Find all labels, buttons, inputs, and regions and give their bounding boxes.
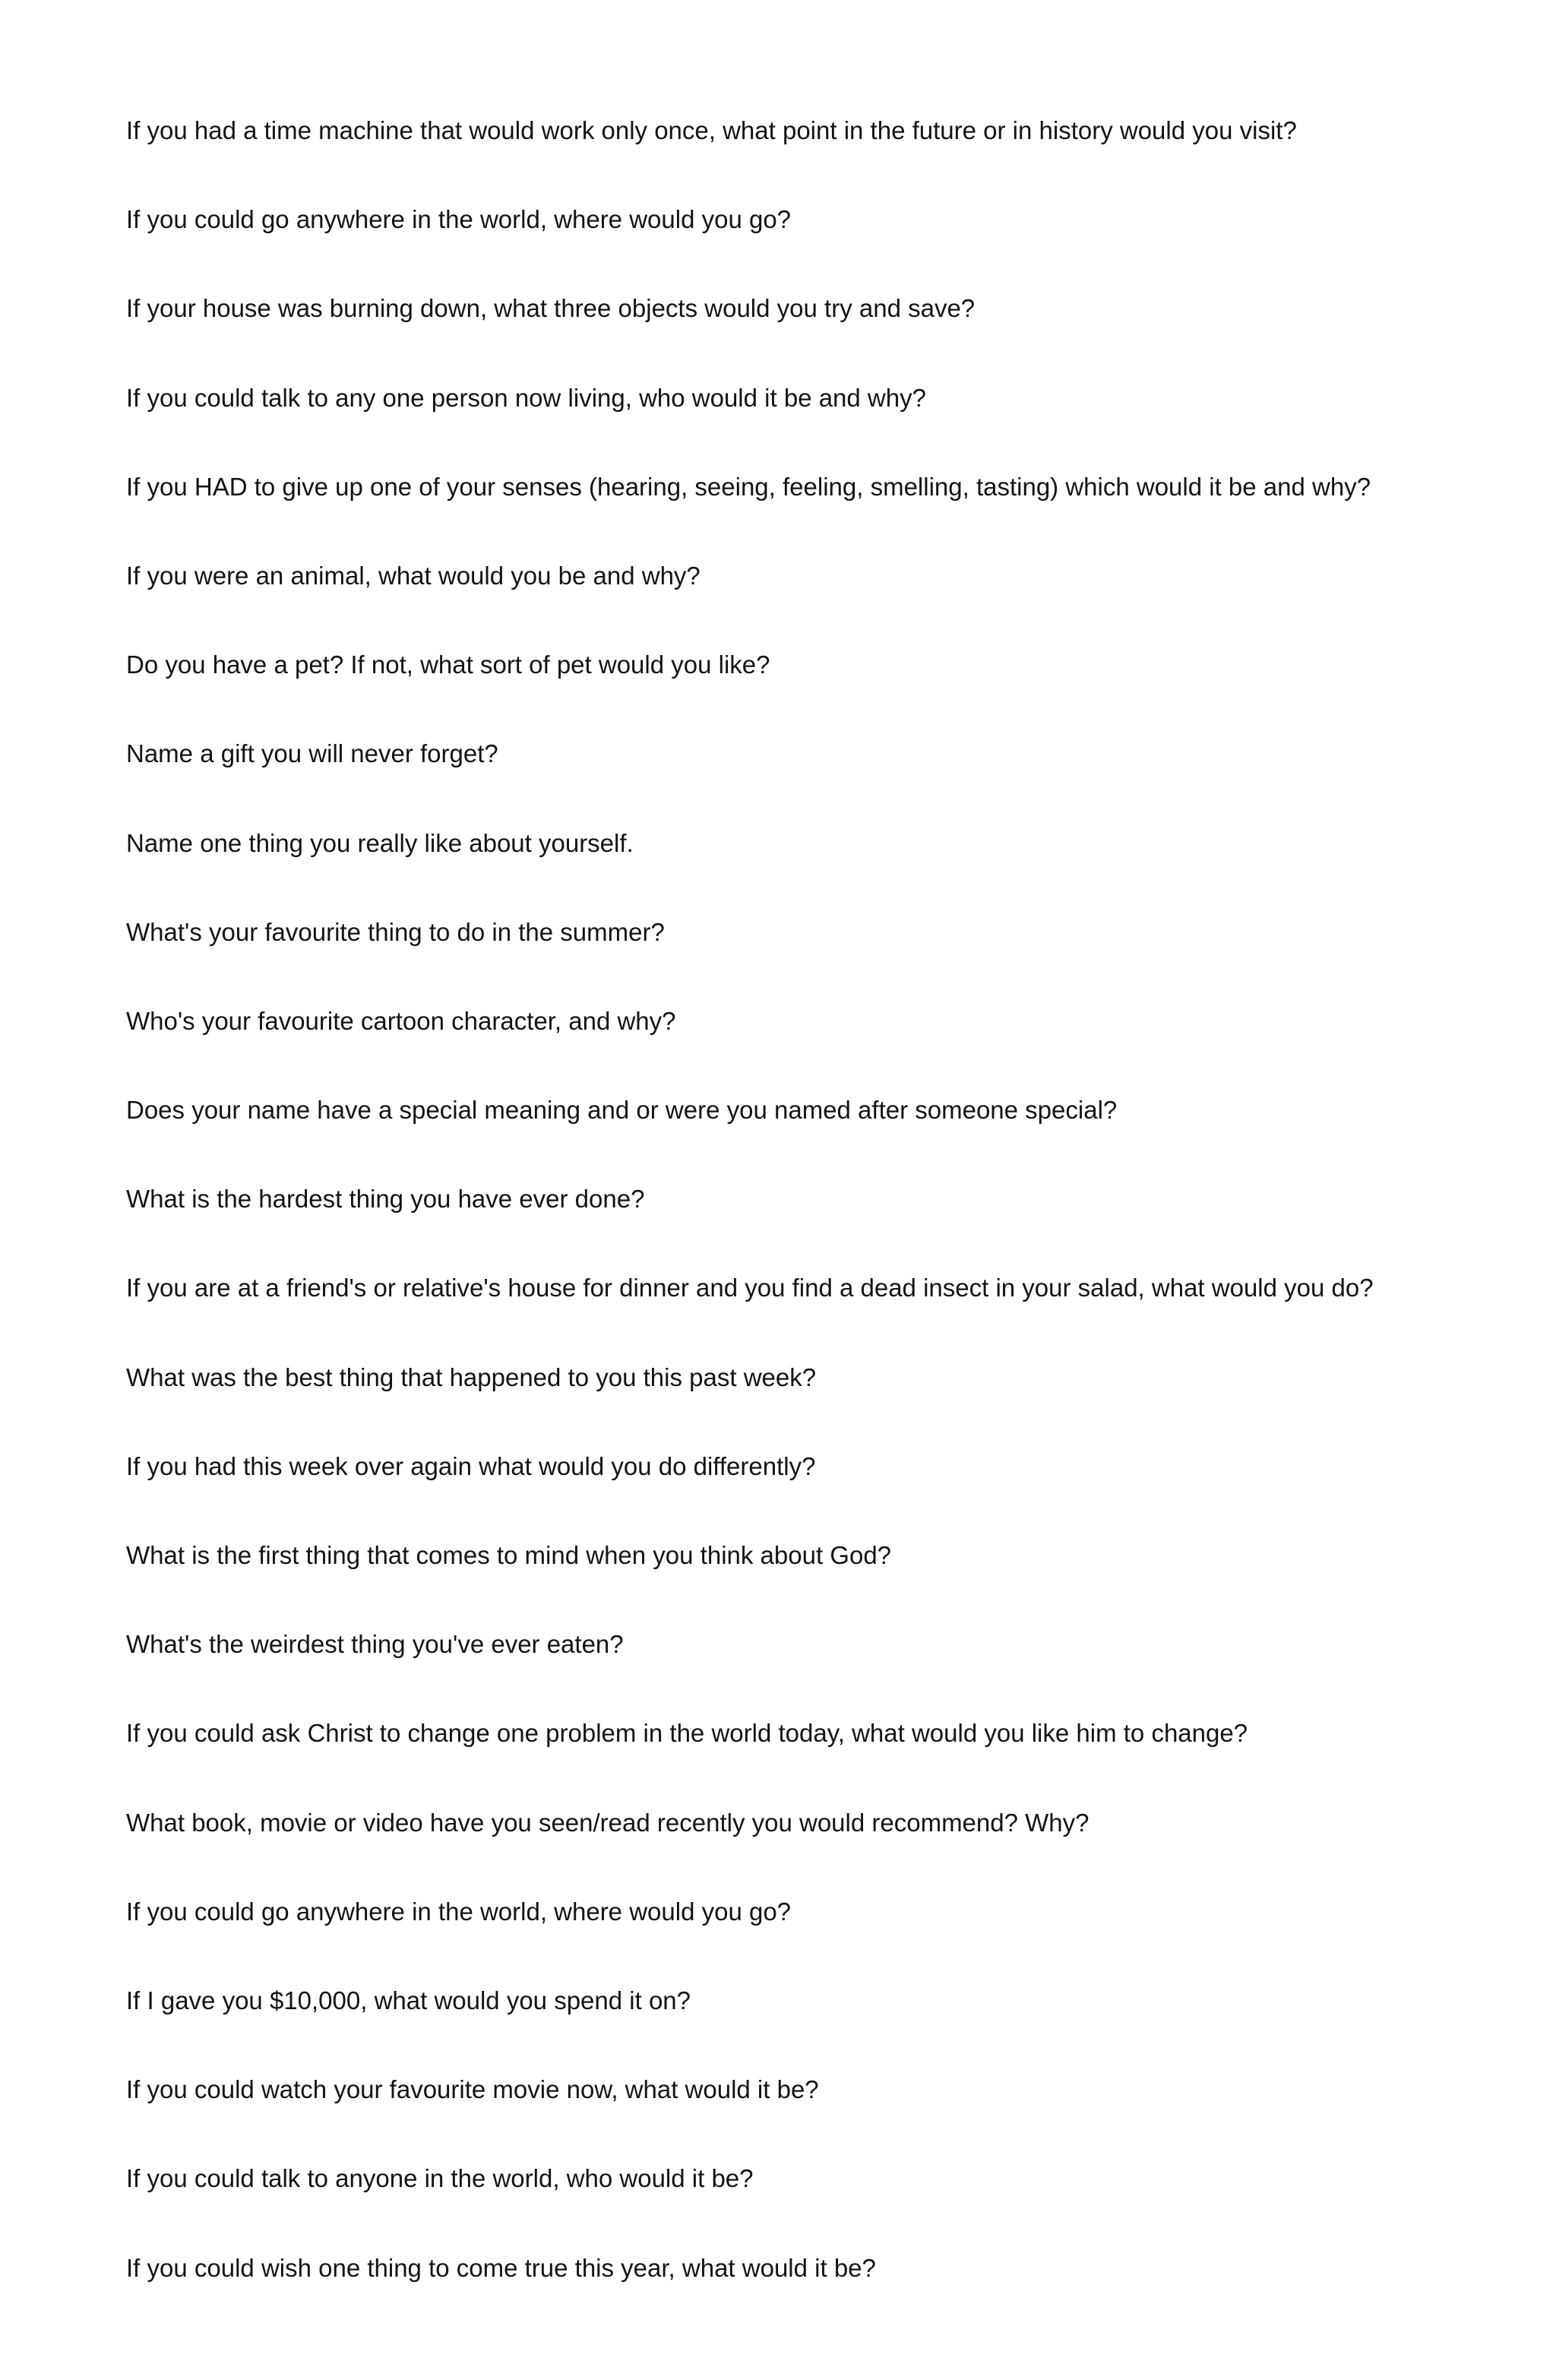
question-item: What is the first thing that comes to mind when you think about God? [126, 1541, 892, 1569]
question-item: If you HAD to give up one of your senses (hearing, seeing, feeling, smelling, tasting) which would it be and why? [126, 472, 1371, 501]
question-list [126, 111, 1494, 2337]
question-item: If I gave you $10,000, what would you spend it on? [126, 1986, 691, 2014]
question-item: If you were an animal, what would you be and why? [126, 561, 701, 590]
question-item: If you could go anywhere in the world, where would you go? [126, 205, 792, 234]
question-item: If you could wish one thing to come true this year, what would it be? [126, 2253, 876, 2282]
question-item: Do you have a pet? If not, what sort of pet would you like? [126, 650, 770, 679]
question-item: If you could talk to anyone in the world, who would it be? [126, 2164, 754, 2193]
question-item: If you could watch your favourite movie now, what would it be? [126, 2075, 819, 2104]
question-item: Who's your favourite cartoon character, and why? [126, 1006, 676, 1035]
question-item: What book, movie or video have you seen/read recently you would recommend? Why? [126, 1808, 1090, 1837]
question-item: If you are at a friend's or relative's house for dinner and you find a dead insect in your salad, what would you do? [126, 1274, 1374, 1302]
question-item: If you could ask Christ to change one problem in the world today, what would you like him to change? [126, 1719, 1248, 1748]
question-item: If you could go anywhere in the world, where would you go? [126, 1897, 792, 1926]
question-item: What is the hardest thing you have ever done? [126, 1185, 645, 1214]
question-item: Name a gift you will never forget? [126, 739, 498, 768]
question-item: If you had a time machine that would work only once, what point in the future or in history would you visit? [126, 116, 1297, 144]
question-item: Name one thing you really like about yourself. [126, 828, 634, 857]
question-item: If you could talk to any one person now living, who would it be and why? [126, 383, 926, 412]
question-item: Does your name have a special meaning and or were you named after someone special? [126, 1096, 1118, 1125]
question-item: If your house was burning down, what three objects would you try and save? [126, 294, 976, 323]
question-item: What's the weirdest thing you've ever eaten? [126, 1630, 624, 1659]
question-item: What's your favourite thing to do in the summer? [126, 917, 665, 946]
question-item: If you had this week over again what would you do differently? [126, 1451, 816, 1480]
question-item: What was the best thing that happened to you this past week? [126, 1362, 817, 1391]
